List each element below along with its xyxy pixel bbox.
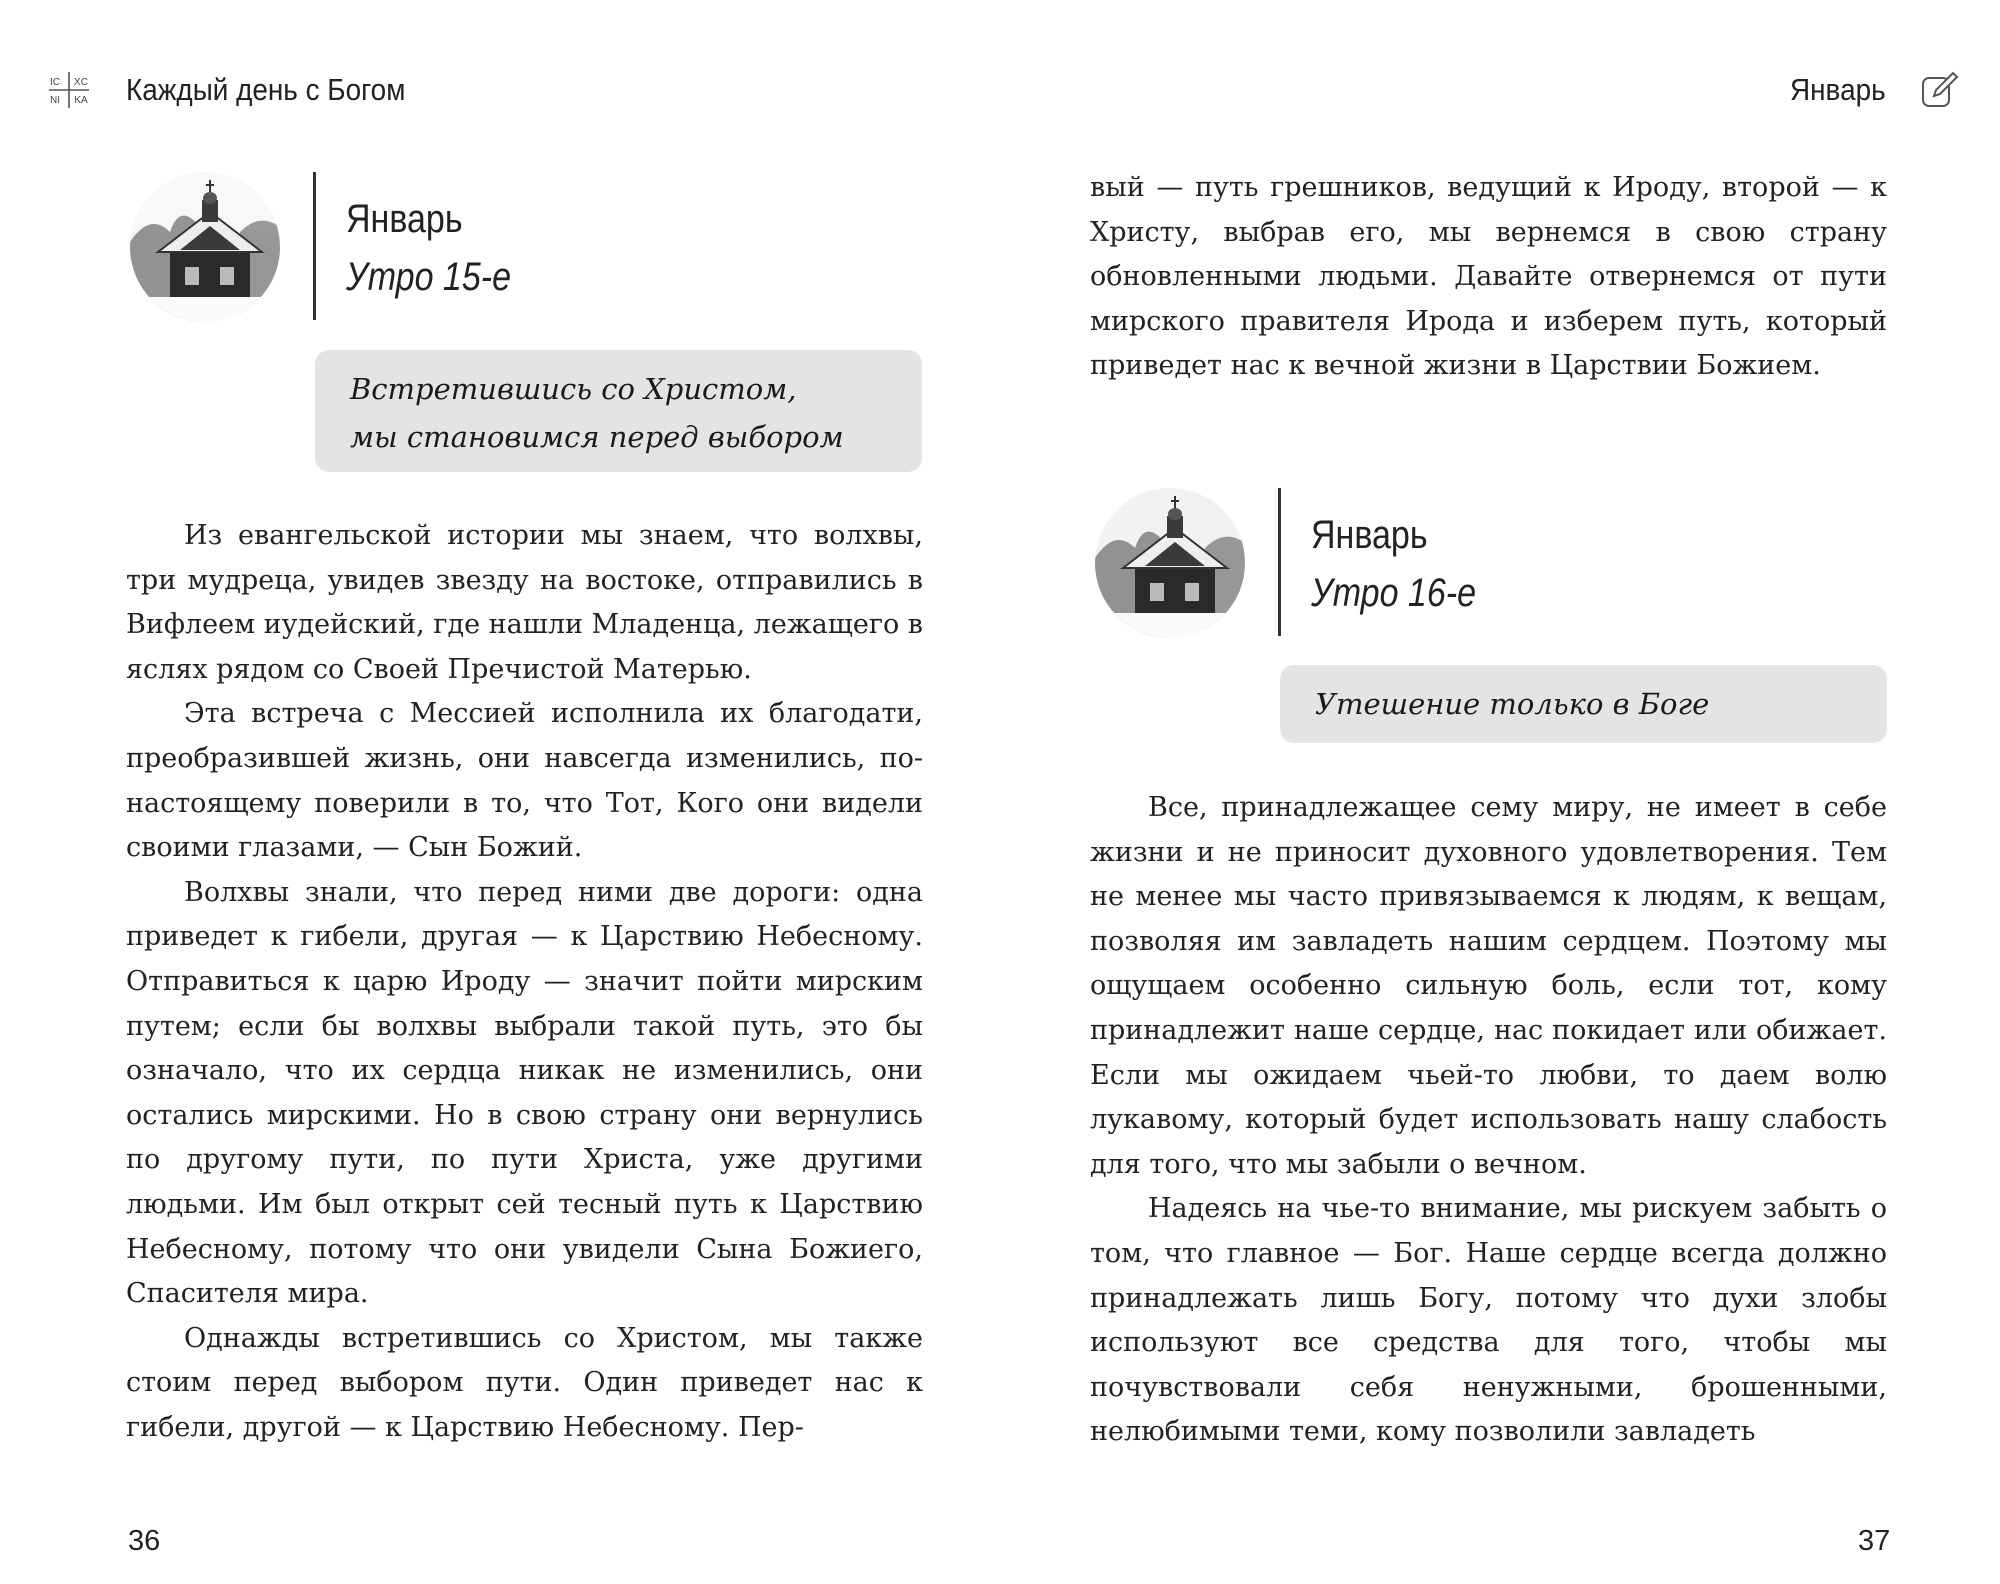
quote-line-2: мы становимся перед выбором <box>350 420 844 454</box>
church-winter-photo <box>130 172 280 322</box>
quote-line-1: Утешение только в Боге <box>1315 687 1710 721</box>
entry-month: Январь <box>346 197 463 241</box>
running-header-month: Январь <box>1790 72 1886 107</box>
running-header-book-title: Каждый день с Богом <box>126 72 406 107</box>
paragraph: Эта встреча с Мессией исполнила их благодати, преобразившей жизнь, они навсегда изменились, по-настоящему поверили в то, что Тот, Кого они видели своими глазами, — Сын Божий. <box>126 698 923 864</box>
right-page <box>1000 0 2000 1584</box>
logo-ic: IC <box>50 77 60 88</box>
edit-note-icon <box>1920 70 1960 110</box>
paragraph: Однажды встретившись со Христом, мы также стоим перед выбором пути. Один приведет нас к гибели, другой — к Царствию Небесному. Пер- <box>126 1322 923 1443</box>
page-number: 37 <box>1858 1525 1891 1557</box>
entry-body <box>1090 786 1887 1455</box>
church-winter-photo <box>1095 488 1245 638</box>
entry-body <box>126 514 923 1450</box>
entry-day: Утро 15-е <box>346 255 511 299</box>
paragraph: Из евангельской истории мы знаем, что волхвы, три мудреца, увидев звезду на востоке, отправились в Вифлеем иудейский, где нашли Младенца, лежащего в яслях рядом со Своей Пречистой Матерью. <box>126 520 924 685</box>
entry-day: Утро 16-е <box>1311 571 1476 615</box>
logo-xc: XC <box>74 77 88 88</box>
logo-ka: KA <box>74 95 88 106</box>
logo-ni: NI <box>50 95 60 106</box>
paragraph: Все, принадлежащее сему миру, не имеет в себе жизни и не приносит духовного удовлетворения. Тем не менее мы часто привязываемся к людям, к вещам, позволяя им завладеть нашим сердцем. Поэтому мы ощущаем особенно сильную боль, если тот, кому принадлежит наше сердце, нас покидает или обижает. Если мы ожидаем чьей-то любви, то даем волю лукавому, который будет использовать нашу слабость для того, что мы забыли о вечном. <box>1090 792 1887 1180</box>
page-number: 36 <box>128 1525 161 1557</box>
continuation-text <box>1090 166 1887 389</box>
entry-divider-rule <box>313 172 316 320</box>
entry-divider-rule <box>1278 488 1281 636</box>
paragraph: Надеясь на чье-то внимание, мы рискуем забыть о том, что главное — Бог. Наше сердце всегда должно принадлежать лишь Богу, потому что духи злобы используют все средства для того, чтобы мы почувствовали себя ненужными, брошенными, нелюбимыми теми, кому позволили завладеть <box>1090 1193 1887 1448</box>
ic-xc-ni-ka-cross-icon <box>46 70 92 110</box>
entry-month: Январь <box>1311 513 1428 557</box>
quote-line-1: Встретившись со Христом, <box>350 372 797 406</box>
paragraph: вый — путь грешников, ведущий к Ироду, второй — к Христу, выбрав его, мы вернемся в свою страну обновленными людьми. Давайте отвернемся от пути мирского правителя Ирода и изберем путь, который приведет нас к вечной жизни в Царствии Божием. <box>1090 172 1887 382</box>
paragraph: Волхвы знали, что перед ними две дороги: одна приведет к гибели, другая — к Царствию Небесному. Отправиться к царю Ироду — значит пойти мирским путем; если бы волхвы выбрали такой путь, это бы означало, что их сердца никак не изменились, они остались мирскими. Но в свою страну они вернулись по другому пути, по пути Христа, уже другими людьми. Им был открыт сей тесный путь к Царствию Небесному, потому что они увидели Сына Божиего, Спасителя мира. <box>126 876 923 1310</box>
